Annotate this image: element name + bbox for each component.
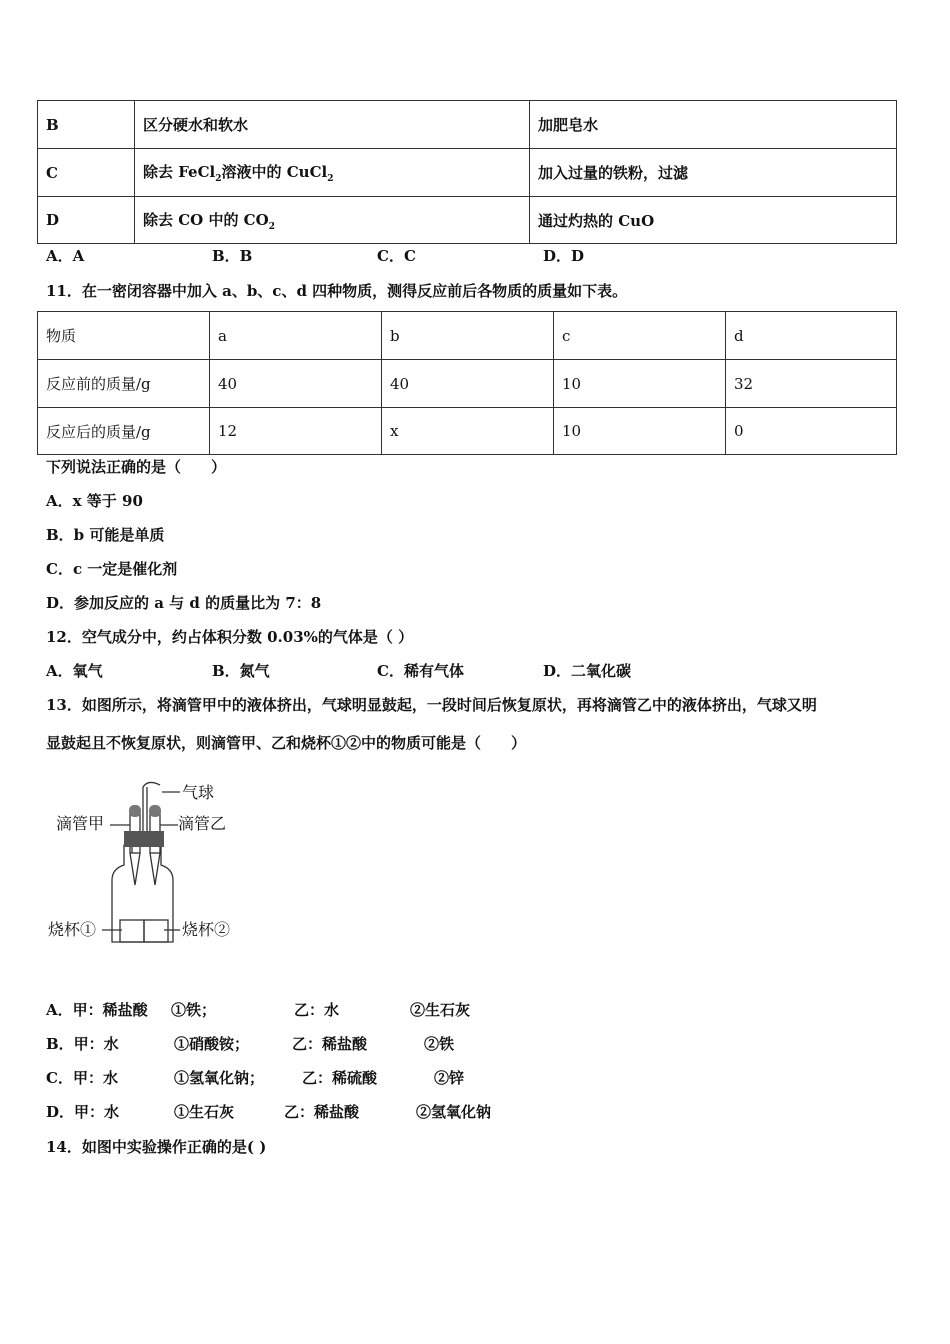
cell: x xyxy=(382,408,554,455)
label-dropper-b: 滴管乙 xyxy=(178,814,227,833)
cell: 反应前的质量/g xyxy=(38,360,210,408)
cell: 加肥皂水 xyxy=(530,101,897,149)
cell: 反应后的质量/g xyxy=(38,408,210,455)
q12-stem: 12．空气成分中，约占体积分数 0.03%的气体是（ ） xyxy=(46,628,414,646)
cell: 10 xyxy=(554,360,726,408)
label-dropper-a: 滴管甲 xyxy=(56,814,105,833)
q13-option-c: C．甲：水 ①氢氧化钠； 乙：稀硫酸 ②锌 xyxy=(46,1069,465,1087)
q10-option-d: D．D xyxy=(543,247,585,265)
cell: 除去 FeCl$_2$溶液中的 CuCl$_2$ xyxy=(135,149,530,197)
q11-option-c: C．c 一定是催化剂 xyxy=(46,560,178,578)
cell: 通过灼热的 CuO xyxy=(530,197,897,244)
q13-option-b: B．甲：水 ①硝酸铵； 乙：稀盐酸 ②铁 xyxy=(46,1035,455,1053)
cell: 10 xyxy=(554,408,726,455)
q13-option-a: A．甲：稀盐酸 ①铁； 乙：水 ②生石灰 xyxy=(46,1001,471,1019)
cell: b xyxy=(382,312,554,360)
cell: 加入过量的铁粉，过滤 xyxy=(530,149,897,197)
cell: 12 xyxy=(210,408,382,455)
cell: 40 xyxy=(210,360,382,408)
cell: 32 xyxy=(726,360,897,408)
label-balloon: 气球 xyxy=(182,783,215,802)
q10-option-b: B．B xyxy=(212,247,253,265)
cell: a xyxy=(210,312,382,360)
label-beaker-1: 烧杯① xyxy=(48,920,97,939)
cell: 0 xyxy=(726,408,897,455)
q12-option-c: C．稀有气体 xyxy=(377,662,464,680)
mass-table xyxy=(37,311,897,455)
cell: 物质 xyxy=(38,312,210,360)
cell: c xyxy=(554,312,726,360)
q13-stem-line1: 13．如图所示，将滴管甲中的液体挤出，气球明显鼓起，一段时间后恢复原状，再将滴管乙中的液体挤出，气球又明 xyxy=(46,696,817,714)
q13-stem-line2: 显鼓起且不恢复原状，则滴管甲、乙和烧杯①②中的物质可能是（ ） xyxy=(46,734,527,752)
label-beaker-2: 烧杯② xyxy=(182,920,231,939)
q10-option-c: C．C xyxy=(377,247,416,265)
cell: 除去 CO 中的 $CO_2$ xyxy=(135,197,530,244)
apparatus-figure xyxy=(40,775,250,950)
q14-stem: 14．如图中实验操作正确的是( ) xyxy=(46,1138,267,1156)
q11-option-d: D．参加反应的 a 与 d 的质量比为 7：8 xyxy=(46,594,322,612)
cell: C xyxy=(38,149,135,197)
cell: D xyxy=(38,197,135,244)
option-table xyxy=(37,100,897,244)
q13-option-d: D．甲：水 ①生石灰 乙：稀盐酸 ②氢氧化钠 xyxy=(46,1103,492,1121)
cell: d xyxy=(726,312,897,360)
q12-option-b: B．氮气 xyxy=(212,662,270,680)
q11-stem: 11．在一密闭容器中加入 a、b、c、d 四种物质，测得反应前后各物质的质量如下表。 xyxy=(46,282,628,300)
q11-question: 下列说法正确的是（ ） xyxy=(46,458,227,476)
q12-option-d: D．二氧化碳 xyxy=(543,662,632,680)
q11-option-a: A．x 等于 90 xyxy=(46,492,143,510)
cell: B xyxy=(38,101,135,149)
cell: 区分硬水和软水 xyxy=(135,101,530,149)
q10-option-a: A．A xyxy=(46,247,85,265)
q11-option-b: B．b 可能是单质 xyxy=(46,526,165,544)
q12-option-a: A．氧气 xyxy=(46,662,103,680)
cell: 40 xyxy=(382,360,554,408)
